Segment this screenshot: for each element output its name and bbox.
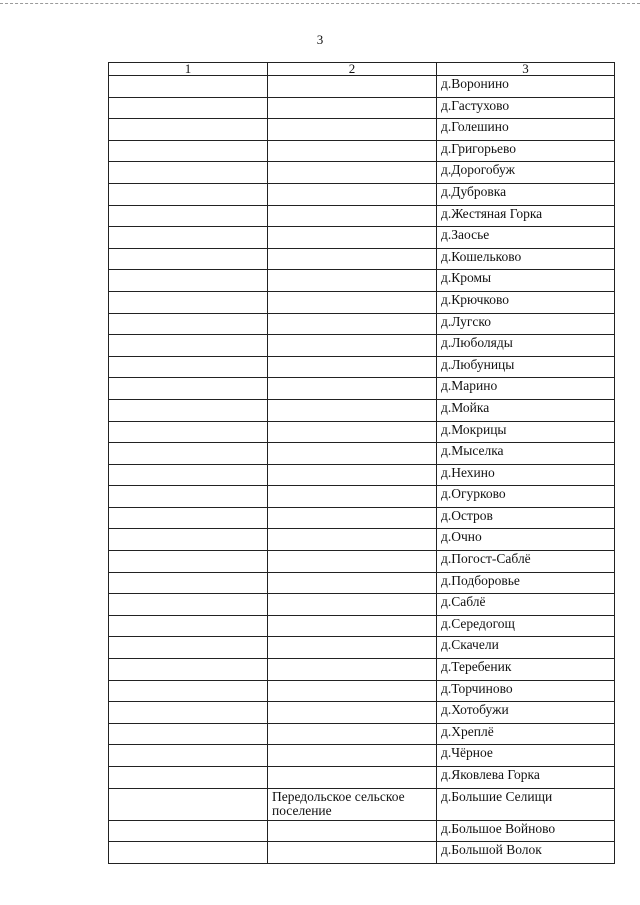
table-cell-col3: д.Голешино [437, 119, 615, 141]
table-cell-col3: д.Григорьево [437, 140, 615, 162]
table-cell-col2 [268, 291, 437, 313]
table-cell-col2 [268, 464, 437, 486]
table-cell-col2 [268, 529, 437, 551]
table-cell-col1 [109, 788, 268, 820]
table-cell-col3: д.Огурково [437, 486, 615, 508]
table-cell-col1 [109, 313, 268, 335]
table-cell-col3: д.Яковлева Горка [437, 767, 615, 789]
table-cell-col2 [268, 486, 437, 508]
table-cell-col3: д.Большое Войново [437, 820, 615, 842]
table-cell-col3: д.Воронино [437, 76, 615, 98]
table-cell-col3: д.Большой Волок [437, 842, 615, 864]
table-cell-col2 [268, 572, 437, 594]
column-header-3: 3 [437, 63, 615, 76]
table-cell-col2 [268, 205, 437, 227]
table-row [109, 183, 615, 205]
table-cell-col2 [268, 227, 437, 249]
table-cell-col1 [109, 270, 268, 292]
table-header-row [109, 63, 615, 76]
table-row [109, 820, 615, 842]
table-cell-col3: д.Саблё [437, 594, 615, 616]
table-cell-col1 [109, 399, 268, 421]
table-cell-col1 [109, 464, 268, 486]
table-cell-col1 [109, 820, 268, 842]
table-cell-col3: д.Заосье [437, 227, 615, 249]
table-row [109, 572, 615, 594]
table-cell-col3: д.Лугско [437, 313, 615, 335]
table-cell-col3: д.Кромы [437, 270, 615, 292]
table-cell-col2 [268, 378, 437, 400]
table-row [109, 594, 615, 616]
table-cell-col2 [268, 637, 437, 659]
table-row [109, 162, 615, 184]
table-row [109, 291, 615, 313]
table-row [109, 615, 615, 637]
table-cell-col3: д.Теребеник [437, 659, 615, 681]
table-cell-col1 [109, 443, 268, 465]
table-cell-col1 [109, 723, 268, 745]
table-body [109, 76, 615, 864]
table-row [109, 378, 615, 400]
table-cell-col2 [268, 399, 437, 421]
table-cell-col2 [268, 162, 437, 184]
table-cell-col2 [268, 248, 437, 270]
table-cell-col1 [109, 507, 268, 529]
table-cell-col2 [268, 270, 437, 292]
table-cell-col3: д.Чёрное [437, 745, 615, 767]
settlements-table [108, 62, 615, 864]
table-cell-col3: д.Мыселка [437, 443, 615, 465]
table-cell-col1 [109, 551, 268, 573]
table-cell-col2 [268, 820, 437, 842]
table-cell-col1 [109, 183, 268, 205]
table-cell-col1 [109, 659, 268, 681]
table-cell-col2 [268, 443, 437, 465]
table-cell-col3: д.Гастухово [437, 97, 615, 119]
table-cell-col1 [109, 680, 268, 702]
table-row [109, 486, 615, 508]
table-cell-col1 [109, 335, 268, 357]
table-cell-col1 [109, 529, 268, 551]
table-cell-col3: д.Нехино [437, 464, 615, 486]
table-cell-col3: д.Жестяная Горка [437, 205, 615, 227]
table-row [109, 313, 615, 335]
table-cell-col2 [268, 680, 437, 702]
table-cell-col1 [109, 291, 268, 313]
table-row [109, 788, 615, 820]
table-row [109, 551, 615, 573]
table-cell-col3: д.Мокрицы [437, 421, 615, 443]
table-row [109, 97, 615, 119]
table-row [109, 227, 615, 249]
table-cell-col2 [268, 183, 437, 205]
table-cell-col2 [268, 356, 437, 378]
table-cell-col2 [268, 723, 437, 745]
table-cell-col1 [109, 227, 268, 249]
table-cell-col1 [109, 140, 268, 162]
table-cell-col3: д.Подборовье [437, 572, 615, 594]
column-header-2: 2 [268, 63, 437, 76]
table-row [109, 119, 615, 141]
table-cell-col2 [268, 702, 437, 724]
table-cell-col1 [109, 486, 268, 508]
table-cell-col1 [109, 842, 268, 864]
table-row [109, 76, 615, 98]
table-cell-col2 [268, 659, 437, 681]
table-cell-col1 [109, 97, 268, 119]
table-cell-col1 [109, 205, 268, 227]
table-cell-col2 [268, 313, 437, 335]
column-header-1: 1 [109, 63, 268, 76]
table-cell-col3: д.Марино [437, 378, 615, 400]
table-cell-col1 [109, 767, 268, 789]
table-row [109, 745, 615, 767]
table-row [109, 529, 615, 551]
table-cell-col3: д.Мойка [437, 399, 615, 421]
table-cell-col2 [268, 594, 437, 616]
table-cell-col2 [268, 767, 437, 789]
table-cell-col3: д.Середогощ [437, 615, 615, 637]
table-cell-col3: д.Торчиново [437, 680, 615, 702]
table-cell-col1 [109, 421, 268, 443]
table-row [109, 507, 615, 529]
table-cell-col1 [109, 356, 268, 378]
table-cell-col3: д.Скачели [437, 637, 615, 659]
table-cell-col3: д.Хреплё [437, 723, 615, 745]
table-row [109, 842, 615, 864]
page-number: 3 [316, 32, 324, 47]
table-row [109, 270, 615, 292]
table-row [109, 443, 615, 465]
table-row [109, 140, 615, 162]
table-row [109, 767, 615, 789]
table-cell-col3: д.Кошельково [437, 248, 615, 270]
table-cell-col2 [268, 551, 437, 573]
table-cell-col3: д.Хотобужи [437, 702, 615, 724]
table-cell-col1 [109, 637, 268, 659]
table-cell-col2 [268, 615, 437, 637]
table-cell-col2 [268, 76, 437, 98]
table-cell-col3: д.Любуницы [437, 356, 615, 378]
table-cell-col1 [109, 378, 268, 400]
table-cell-col3: д.Дорогобуж [437, 162, 615, 184]
table-cell-col3: д.Остров [437, 507, 615, 529]
table-cell-col1 [109, 702, 268, 724]
table-cell-col3: д.Погост-Саблё [437, 551, 615, 573]
table-cell-col1 [109, 162, 268, 184]
table-cell-col2: Передольское сельское поселение [268, 788, 437, 820]
table-cell-col1 [109, 745, 268, 767]
scan-top-edge [0, 3, 640, 4]
table-cell-col3: д.Дубровка [437, 183, 615, 205]
table-row [109, 421, 615, 443]
table-cell-col3: д.Большие Селищи [437, 788, 615, 820]
table-cell-col1 [109, 615, 268, 637]
table-row [109, 680, 615, 702]
table-cell-col2 [268, 97, 437, 119]
table-row [109, 335, 615, 357]
table-row [109, 723, 615, 745]
table-cell-col3: д.Люболяды [437, 335, 615, 357]
table-cell-col1 [109, 76, 268, 98]
table-row [109, 637, 615, 659]
table-cell-col1 [109, 594, 268, 616]
table-cell-col3: д.Крючково [437, 291, 615, 313]
table-cell-col2 [268, 119, 437, 141]
table-cell-col2 [268, 507, 437, 529]
table-row [109, 464, 615, 486]
table-row [109, 248, 615, 270]
table-cell-col2 [268, 745, 437, 767]
table-cell-col2 [268, 335, 437, 357]
table-cell-col2 [268, 421, 437, 443]
table-cell-col1 [109, 119, 268, 141]
table-row [109, 205, 615, 227]
table-row [109, 659, 615, 681]
table-cell-col1 [109, 248, 268, 270]
table-row [109, 702, 615, 724]
table-cell-col1 [109, 572, 268, 594]
table-row [109, 356, 615, 378]
table-cell-col3: д.Очно [437, 529, 615, 551]
table-row [109, 399, 615, 421]
table-cell-col2 [268, 842, 437, 864]
table-cell-col2 [268, 140, 437, 162]
